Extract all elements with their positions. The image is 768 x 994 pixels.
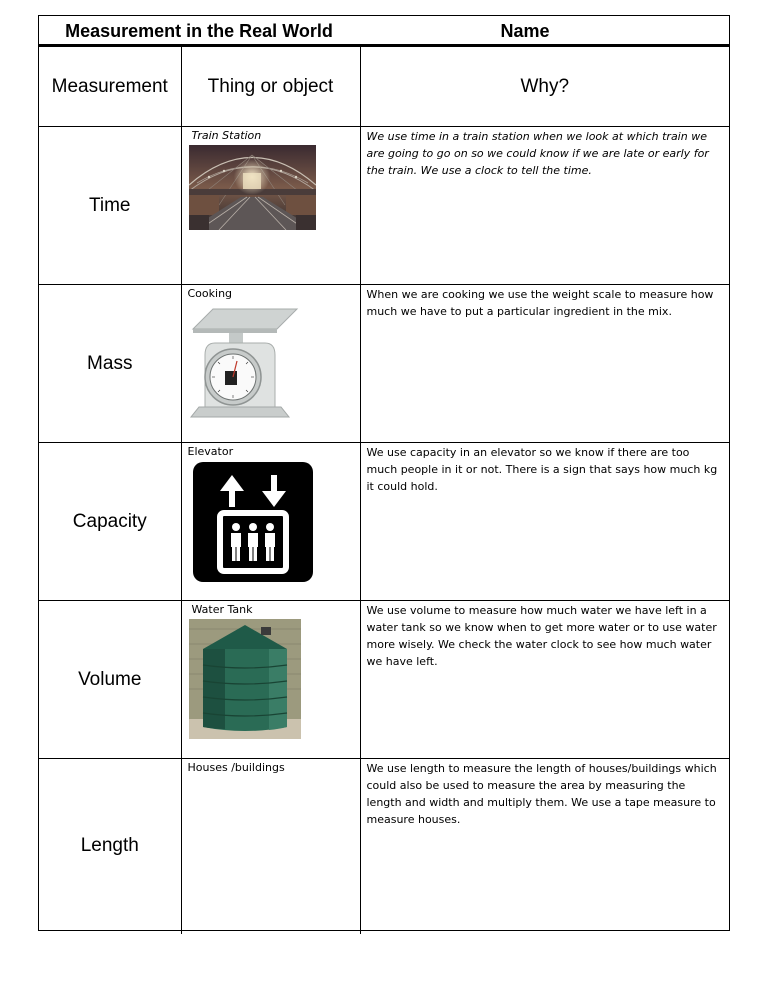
elevator-sign-icon	[192, 461, 314, 583]
object-cell	[181, 285, 360, 443]
name-label: Name	[500, 21, 550, 41]
table-row	[39, 127, 729, 285]
object-cell	[181, 759, 360, 934]
why-cell	[360, 601, 729, 759]
why-text: We use length to measure the length of houses/buildings which could also be used to measure the area by measuring the length and width and multiply them. We use a tape measure to measure houses.	[366, 762, 717, 826]
object-label: Houses /buildings	[187, 761, 285, 774]
why-text: When we are cooking we use the weight scale to measure how much we have to put a particular ingredient in the mix.	[366, 288, 714, 318]
why-cell	[360, 127, 729, 285]
table-row	[39, 443, 729, 601]
object-label: Cooking	[187, 287, 233, 300]
measurement-cell: Time	[39, 127, 181, 285]
column-header-object: Thing or object	[181, 47, 360, 127]
object-label: Water Tank	[191, 603, 253, 616]
object-cell	[181, 443, 360, 601]
object-cell	[181, 127, 360, 285]
object-cell	[181, 601, 360, 759]
measurement-table	[39, 46, 729, 934]
column-header-row	[39, 47, 729, 127]
worksheet	[38, 15, 730, 931]
object-label: Elevator	[187, 445, 234, 458]
object-label: Train Station	[191, 129, 262, 142]
why-cell	[360, 443, 729, 601]
column-header-measurement: Measurement	[39, 47, 181, 127]
why-cell	[360, 759, 729, 934]
measurement-cell: Length	[39, 759, 181, 934]
why-cell	[360, 285, 729, 443]
why-text: We use capacity in an elevator so we know if there are too much people in it or not. There is a sign that says how much kg it could hold.	[366, 446, 718, 493]
kitchen-scale-photo	[189, 303, 301, 421]
column-header-why: Why?	[360, 47, 729, 127]
title-row	[39, 16, 729, 46]
measurement-cell: Capacity	[39, 443, 181, 601]
worksheet-title: Measurement in the Real World	[65, 21, 333, 41]
water-tank-photo	[189, 619, 301, 739]
measurement-cell: Volume	[39, 601, 181, 759]
why-text: We use time in a train station when we look at which train we are going to go on so we could know if we are late or early for the train. We use a clock to tell the time.	[366, 130, 709, 177]
measurement-cell: Mass	[39, 285, 181, 443]
table-row	[39, 759, 729, 934]
table-row	[39, 601, 729, 759]
why-text: We use volume to measure how much water we have left in a water tank so we know when to get more water or to use water more wisely. We check the water clock to see how much water we have left.	[366, 604, 717, 668]
table-row	[39, 285, 729, 443]
train-station-photo	[189, 145, 316, 230]
